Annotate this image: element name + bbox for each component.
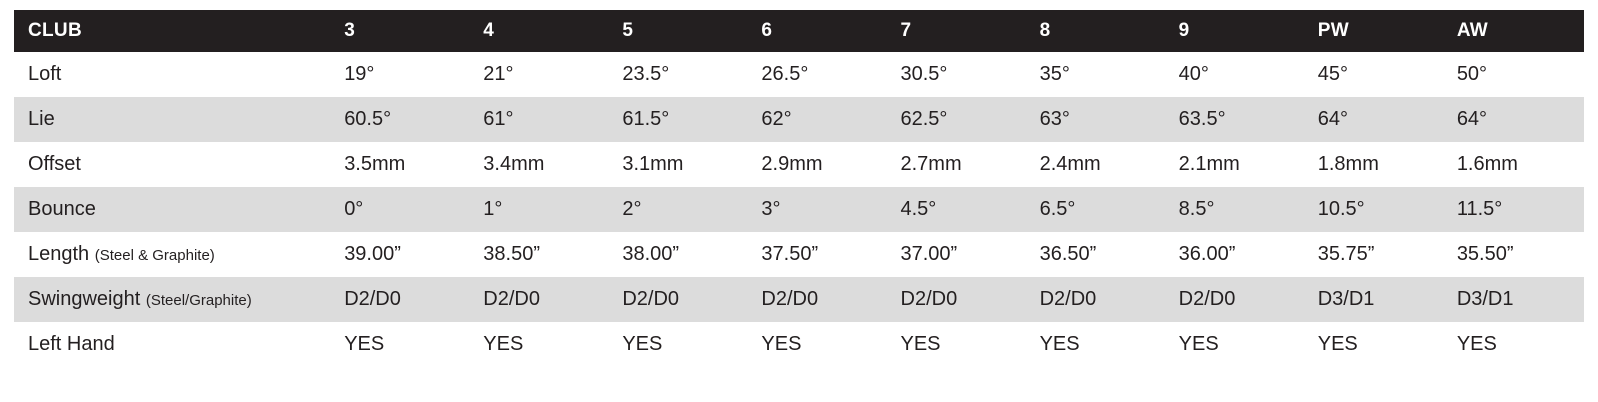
- row-label-text: Swingweight: [28, 288, 141, 310]
- column-header-club: CLUB: [14, 10, 332, 52]
- table-body: [14, 52, 1584, 367]
- cell-loft-6: 26.5°: [749, 52, 888, 97]
- cell-length-3: 39.00”: [332, 232, 471, 277]
- table-row: [14, 142, 1584, 187]
- column-header-aw: AW: [1445, 10, 1584, 52]
- row-label-text: Lie: [28, 108, 55, 130]
- cell-bounce-8: 6.5°: [1028, 187, 1167, 232]
- cell-left-hand-pw: YES: [1306, 322, 1445, 367]
- row-label-lie: [14, 97, 332, 142]
- cell-left-hand-7: YES: [889, 322, 1028, 367]
- cell-lie-8: 63°: [1028, 97, 1167, 142]
- cell-lie-aw: 64°: [1445, 97, 1584, 142]
- cell-offset-4: 3.4mm: [471, 142, 610, 187]
- column-header-6: 6: [749, 10, 888, 52]
- table-row: [14, 52, 1584, 97]
- table-row: [14, 187, 1584, 232]
- row-label-note: (Steel/Graphite): [145, 292, 252, 309]
- cell-bounce-9: 8.5°: [1167, 187, 1306, 232]
- column-header-4: 4: [471, 10, 610, 52]
- cell-bounce-3: 0°: [332, 187, 471, 232]
- cell-offset-9: 2.1mm: [1167, 142, 1306, 187]
- cell-bounce-aw: 11.5°: [1445, 187, 1584, 232]
- table-header: [14, 10, 1584, 52]
- cell-loft-3: 19°: [332, 52, 471, 97]
- cell-lie-6: 62°: [749, 97, 888, 142]
- column-header-3: 3: [332, 10, 471, 52]
- cell-left-hand-9: YES: [1167, 322, 1306, 367]
- cell-loft-aw: 50°: [1445, 52, 1584, 97]
- cell-swingweight-4: D2/D0: [471, 277, 610, 322]
- cell-lie-7: 62.5°: [889, 97, 1028, 142]
- cell-loft-pw: 45°: [1306, 52, 1445, 97]
- cell-bounce-pw: 10.5°: [1306, 187, 1445, 232]
- cell-length-8: 36.50”: [1028, 232, 1167, 277]
- column-header-8: 8: [1028, 10, 1167, 52]
- cell-bounce-5: 2°: [610, 187, 749, 232]
- cell-left-hand-3: YES: [332, 322, 471, 367]
- cell-swingweight-7: D2/D0: [889, 277, 1028, 322]
- cell-lie-4: 61°: [471, 97, 610, 142]
- cell-swingweight-6: D2/D0: [749, 277, 888, 322]
- club-specifications-table: [14, 10, 1584, 367]
- cell-offset-pw: 1.8mm: [1306, 142, 1445, 187]
- cell-length-5: 38.00”: [610, 232, 749, 277]
- cell-length-7: 37.00”: [889, 232, 1028, 277]
- cell-swingweight-8: D2/D0: [1028, 277, 1167, 322]
- cell-offset-7: 2.7mm: [889, 142, 1028, 187]
- cell-offset-8: 2.4mm: [1028, 142, 1167, 187]
- cell-lie-5: 61.5°: [610, 97, 749, 142]
- cell-loft-9: 40°: [1167, 52, 1306, 97]
- row-label-offset: [14, 142, 332, 187]
- table-row: [14, 97, 1584, 142]
- cell-loft-4: 21°: [471, 52, 610, 97]
- row-label-left-hand: [14, 322, 332, 367]
- cell-left-hand-8: YES: [1028, 322, 1167, 367]
- cell-length-aw: 35.50”: [1445, 232, 1584, 277]
- header-row: [14, 10, 1584, 52]
- cell-offset-6: 2.9mm: [749, 142, 888, 187]
- cell-swingweight-aw: D3/D1: [1445, 277, 1584, 322]
- cell-lie-9: 63.5°: [1167, 97, 1306, 142]
- cell-lie-pw: 64°: [1306, 97, 1445, 142]
- row-label-text: Bounce: [28, 198, 96, 220]
- cell-offset-5: 3.1mm: [610, 142, 749, 187]
- cell-loft-7: 30.5°: [889, 52, 1028, 97]
- cell-length-9: 36.00”: [1167, 232, 1306, 277]
- cell-loft-8: 35°: [1028, 52, 1167, 97]
- cell-loft-5: 23.5°: [610, 52, 749, 97]
- cell-left-hand-aw: YES: [1445, 322, 1584, 367]
- cell-left-hand-4: YES: [471, 322, 610, 367]
- row-label-bounce: [14, 187, 332, 232]
- table-row: [14, 277, 1584, 322]
- cell-left-hand-6: YES: [749, 322, 888, 367]
- table-row: [14, 322, 1584, 367]
- cell-length-4: 38.50”: [471, 232, 610, 277]
- row-label-text: Left Hand: [28, 333, 115, 355]
- cell-bounce-4: 1°: [471, 187, 610, 232]
- cell-swingweight-pw: D3/D1: [1306, 277, 1445, 322]
- row-label-text: Offset: [28, 153, 81, 175]
- column-header-9: 9: [1167, 10, 1306, 52]
- column-header-5: 5: [610, 10, 749, 52]
- cell-bounce-7: 4.5°: [889, 187, 1028, 232]
- row-label-note: (Steel & Graphite): [94, 247, 215, 264]
- cell-lie-3: 60.5°: [332, 97, 471, 142]
- row-label-loft: [14, 52, 332, 97]
- table-row: [14, 232, 1584, 277]
- cell-left-hand-5: YES: [610, 322, 749, 367]
- row-label-text: Length: [28, 243, 90, 265]
- row-label-text: Loft: [28, 63, 62, 85]
- row-label-swingweight: [14, 277, 332, 322]
- cell-offset-3: 3.5mm: [332, 142, 471, 187]
- cell-swingweight-3: D2/D0: [332, 277, 471, 322]
- cell-swingweight-5: D2/D0: [610, 277, 749, 322]
- column-header-7: 7: [889, 10, 1028, 52]
- cell-bounce-6: 3°: [749, 187, 888, 232]
- column-header-pw: PW: [1306, 10, 1445, 52]
- cell-length-pw: 35.75”: [1306, 232, 1445, 277]
- row-label-length: [14, 232, 332, 277]
- cell-length-6: 37.50”: [749, 232, 888, 277]
- cell-swingweight-9: D2/D0: [1167, 277, 1306, 322]
- cell-offset-aw: 1.6mm: [1445, 142, 1584, 187]
